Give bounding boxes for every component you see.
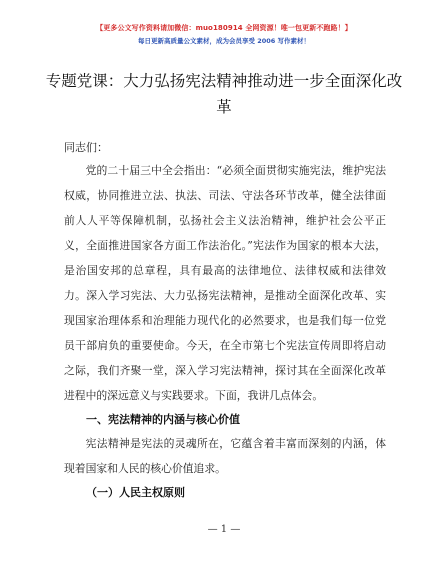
subsection-heading-1: （一）人民主权原则 — [86, 486, 185, 499]
greeting: 同志们： — [64, 141, 108, 154]
paragraph-2: 宪法精神是宪法的灵魂所在，它蕴含着丰富而深刻的内涵，体现着国家和人民的核心价值追求。 — [64, 437, 386, 475]
section-heading-1: 一、宪法精神的内涵与核心价值 — [86, 413, 240, 426]
promo-banner-line2: 每日更新高质量公文素材，成为会员享受 2006 写作素材！ — [137, 37, 311, 45]
page-number: — 1 — — [207, 524, 241, 535]
paragraph-1: 党的二十届三中全会指出：“必须全面贯彻实施宪法，维护宪法权威，协同推进立法、执法、司法、守法各环节改革，健全法律面前人人平等保障机制，弘扬社会主义法治精神，维护社会公平正义，全面推进国家各方面工作法治化。”宪法作为国家的根本大法，是治国安邦的总章程，具有最高的法律地位、法律权威和法律效力。深入学习宪法、大力弘扬宪法精神，是推动全面深化改革、实现国家治理体系和治理能力现代化的必然要求，也是我们每一位党员干部肩负的重要使命。今天，在全市第七个宪法宣传周即将启动之际，我们齐聚一堂，深入学习宪法精神，探讨其在全面深化改革进程中的深远意义与实践要求。下面，我讲几点体会。 — [64, 164, 386, 402]
document-title: 专题党课：大力弘扬宪法精神推动进一步全面深化改革 — [45, 72, 403, 116]
promo-banner-line1: 【更多公文写作资料请加微信：muo180914 全网资源！唯一包更新不跑路！】 — [96, 24, 352, 32]
